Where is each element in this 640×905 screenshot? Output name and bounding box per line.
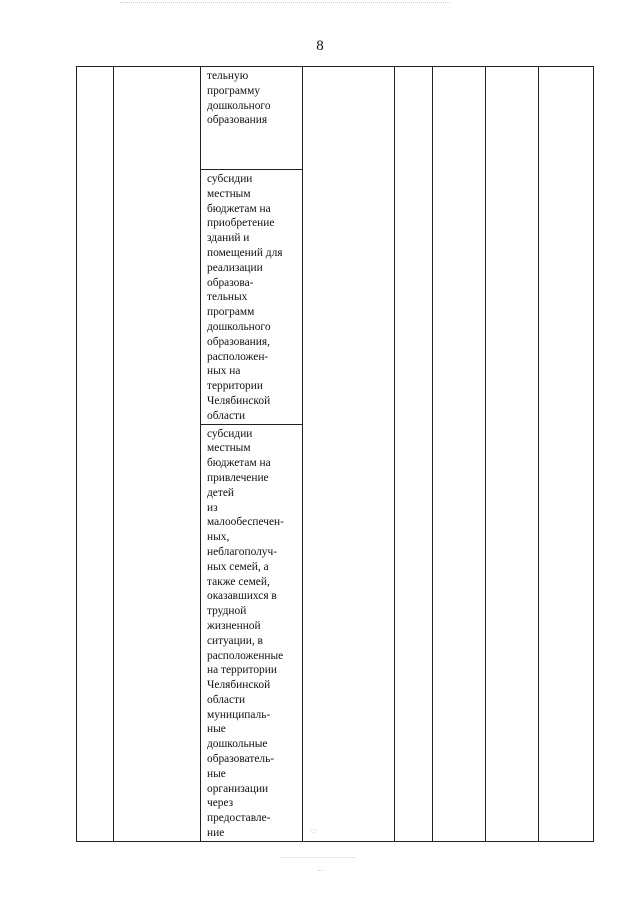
cell-text: тельную программу дошкольного образования: [207, 70, 271, 127]
scan-noise-top: [120, 2, 450, 7]
table-cell-description: [201, 170, 303, 425]
table-cell-col6: [433, 67, 486, 842]
scan-noise-bottom-small: [318, 870, 324, 873]
table-cell-col2: [114, 67, 201, 842]
scan-noise-bottom: [280, 857, 355, 860]
table-cell-col4: [303, 67, 395, 842]
cell-text: субсидии местным бюджетам на привлечение детей из малообеспечен- ных, неблагополуч- ных семей, а также семей, оказавшихся в трудной жизненной ситуации, в расположенные на территории Челябинской области муниципаль- ные дошкольные образователь- ные организации через предоставле- ние: [207, 427, 284, 840]
table-cell-description: [201, 424, 303, 841]
cell-text: субсидии местным бюджетам на приобретение зданий и помещений для реализации образова- тельных программ дошкольного образования, расположен- ных на территории Челябинской области: [207, 173, 283, 422]
table-row: [77, 67, 594, 170]
scan-artifact: ·:·: [310, 826, 318, 835]
table-cell-col7: [486, 67, 539, 842]
table-cell-col5: [395, 67, 433, 842]
data-table: [76, 66, 594, 842]
table-cell-col8: [539, 67, 594, 842]
page-number: 8: [316, 38, 324, 54]
table-cell-col1: [77, 67, 114, 842]
table-cell-description: [201, 67, 303, 170]
